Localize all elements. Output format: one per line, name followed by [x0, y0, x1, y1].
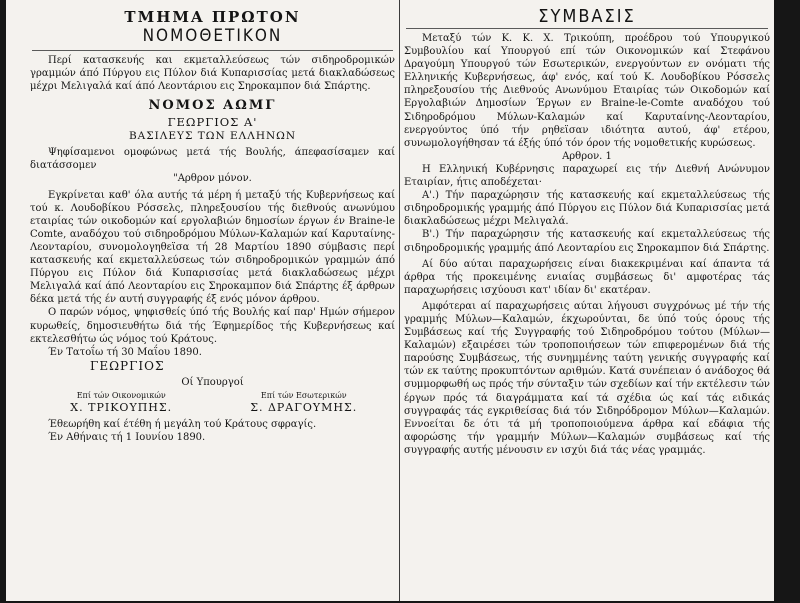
- section-title: ΤΜΗΜΑ ΠΡΩΤΟΝ: [124, 8, 301, 26]
- two-concessions-paragraph: Αί δύο αύται παραχωρήσεις είναι διακεκριμέναι καί άπαντα τά άρθρα τής προκειμένης ενιαίας συμβάσεως δι' αμφοτέρας τάς παραχωρήσεις ισχύουσι κατ' ιδίαν δι' εκατέραν.: [404, 258, 770, 296]
- article-only-heading: "Αρθρον μόνον.: [173, 173, 252, 185]
- publication-clause: Ο παρών νόμος, ψηφισθείς ύπό τής Βουλής καί παρ' Ημών σήμερον κυρωθείς, δημοσιευθήτω διά τής Έφημερίδος τής Κυβερνήσεως καί εκτελεσθήτω ώς νόμος τού Κράτους.: [30, 307, 395, 345]
- minister-interior-name: Σ. ΔΡΑΓΟΥΜΗΣ.: [250, 400, 358, 414]
- king-title: ΒΑΣΙΛΕΥΣ ΤΩΝ ΕΛΛΗΝΩΝ: [128, 130, 297, 143]
- article-1-item-a: Α'.) Τήν παραχώρησιν τής κατασκευής καί εκμεταλλεύσεως τής σιδηροδρομικής γραμμής άπό Πύργου εις Πύλον διά Κυπαρισσίας μετά διακλαδώσεως μέχρι Μελιγαλά.: [404, 190, 770, 228]
- minister-finance: [37, 391, 205, 415]
- minister-interior: [220, 391, 388, 415]
- both-concessions-paragraph: Αμφότεραι αί παραχωρήσεις αύται λήγουσι συγχρόνως μέ τήν τής γραμμής Μύλων—Καλαμών, έκχωρούνται, δε ύπό τούς όρους τής Συμβάσεως καί τής Συγγραφής τού Σιδηροδρόμου τούτου (Μύλων—Καλαμών) εξαιρέσει τών τροποποιήσεων τών επιφερομένων διά τής παρούσης Συμβάσεως, τής συνημμένης ταύτη γενικής συγγραφής καί τών εκ ταύτης προκυπτόντων αριθμών. Κατά συνέπειαν ό ανάδοχος θά συμμορφωθή ως πρός τήν σύνταξιν τών σχεδίων καί τήν εκτέλεσιν τών έργων πρός τά διαγράμματα καί τά σχέδια ώς καί τάς ειδικάς συγγραφάς τάς εγκριθείσας διά τόν Σιδηρόδρομον Μύλων—Καλαμών. Εννοείται δε ότι τά μή τροποποιούμενα άρθρα καί εδάφια τής αφορώσης τήν γραμμήν Μύλων—Καλαμών συμβάσεως καί τής συγγραφής αυτής μένουσιν εν ισχύι διά τάς νέας γραμμάς.: [404, 300, 770, 456]
- law-title: ΝΟΜΟΣ ΑΩΜΓ: [148, 98, 277, 114]
- final-date: Έν Αθήναις τή 1 Ιουνίου 1890.: [48, 431, 206, 443]
- minister-finance-role: Επί τών Οικονομικών: [76, 390, 166, 400]
- voted-line: Ψηφίσαμενοι ομοφώνως μετά τής Βουλής, άπεφασίσαμεν καί διατάσσομεν: [30, 147, 395, 172]
- section-subtitle: ΝΟΜΟΘΕΤΙΚΟΝ: [142, 26, 283, 46]
- article-1-item-b: Β'.) Τήν παραχώρησιν τής κατασκευής καί εκμεταλλεύσεως τής σιδηροδρομικής γραμμής άπό Λεονταρίου εις Σηροκαμπον διά Σπάρτης.: [404, 229, 770, 254]
- ministers-label: Οί Υπουργοί: [181, 376, 244, 388]
- seal-statement: Έθεωρήθη καί έτέθη ή μεγάλη τού Κράτους σφραγίς.: [48, 418, 317, 430]
- law-summary: Περί κατασκευής και εκμεταλλεύσεως τών σιδηροδρομικών γραμμών άπό Πύργου εις Πύλον διά Κυπαρισσίας μετά διακλαδώσεως μέχρι Μελιγαλά καί άπό Λεοντάριου εις Σηροκαμπον διά Σπάρτης.: [30, 55, 395, 93]
- scan-edge-left: [0, 0, 6, 603]
- right-column: [404, 0, 770, 603]
- ministers-block: [30, 391, 395, 415]
- king-signature: ΓΕΩΡΓΙΟΣ: [90, 358, 165, 373]
- contract-intro: Μεταξύ τών Κ. Κ. Χ. Τρικούπη, προέδρου τού Υπουργικού Συμβουλίου καί Υπουργού επί τών Οικονομικών καί Στεφάνου Δραγούμη Υπουργού τών Εσωτερικών, ενεργούντων εν ονόματι τής Ελληνικής Κυβερνήσεως, άφ' ενός, καί τού Κ. Λουδοβίκου Ρόσσελς πληρεξουσίου τής Διεθνούς Ανωνύμου Εταιρίας τών Οικοδομών καί Εργολαβιών Δημοσίων Έργων εν Braine-le-Comte αναδόχου τού Σιδηροδρόμου Μύλων-Καλαμών καί Καρυταίνης-Λεονταρίου, ενεργούντος ύπό τήν ρηθεϊσαν ιδιότητα αυτού, άφ' ετέρου, συνωμολογήθησαν τά έξής ύπό τόν όρον τής νομοθετικής κυρώσεως.: [404, 33, 770, 149]
- article-1-heading: Αρθρον. 1: [562, 150, 612, 162]
- column-divider: [399, 0, 400, 603]
- contract-title: ΣΥΜΒΑΣΙΣ: [538, 6, 636, 27]
- law-article-text: Εγκρίνεται καθ' όλα αυτής τά μέρη ή μεταξύ τής Κυβερνήσεως καί τού κ. Λουδοβίκου Ρόσσελς, πληρεξουσίου τής διεθνούς ανωνύμου εταιρίας τών οικοδομών καί εργολαβιών δημοσίων έργων έν Braine-le Comte, αναδόχου τού σιδηροδρόμου Μύλων-Καλαμών καί Καρυταίνης-Λεονταρίου, συνομολογηθεϊσα τή 28 Μαρτίου 1890 σύμβασις περί κατασκευής καί εκμεταλλεύσεως τών σιδηροδρομικών γραμμών άπό Πύργου εις Πύλον διά Κυπαρισσίας μετά διακλαδώσεως μέχρι Μελιγαλά καί άπό Λεονταρίου εις Σηροκαμπον διά Σπάρτης έξ άρθρων δέκα μετά τής έν αυτή συγγραφής έξ ενός μόνον άρθρου.: [30, 189, 395, 306]
- signing-date: Έν Τατοΐω τή 30 Μαΐου 1890.: [48, 346, 202, 358]
- minister-interior-role: Επί τών Εσωτερικών: [260, 390, 347, 400]
- left-column: [30, 0, 395, 603]
- king-name: ΓΕΩΡΓΙΟΣ Α': [167, 115, 258, 130]
- scan-edge-right: [774, 0, 800, 603]
- article-1-text: Η Ελληνική Κυβέρνησις παραχωρεί εις τήν Διεθνή Ανώνυμον Εταιρίαν, ήτις αποδέχεται·: [404, 163, 770, 189]
- minister-finance-name: Χ. ΤΡΙΚΟΥΠΗΣ.: [70, 400, 173, 414]
